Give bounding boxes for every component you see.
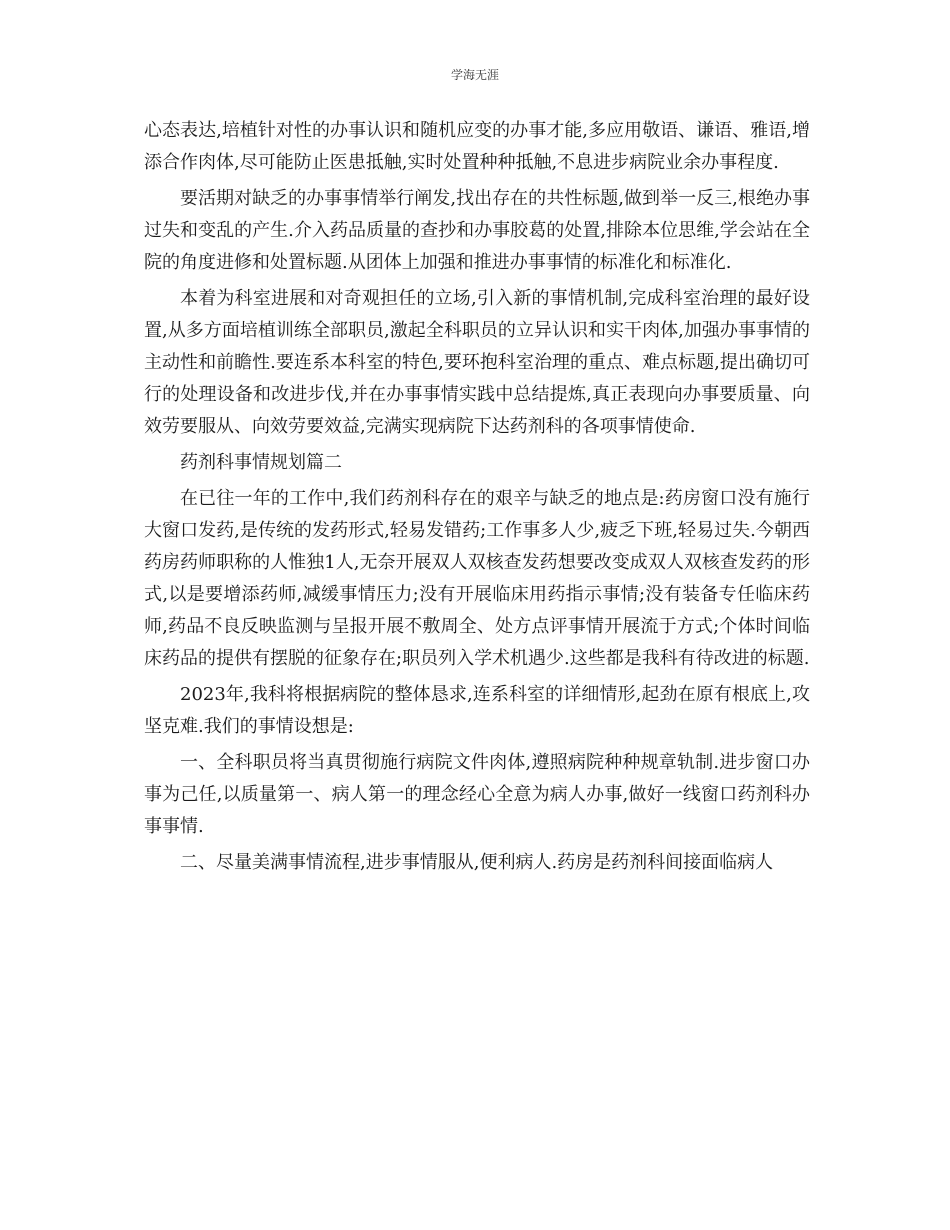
paragraph: 一、全科职员将当真贯彻施行病院文件肉体,遵照病院种种规章轨制.进步窗口办事为己任,以质量第一、病人第一的理念经心全意为病人办事,做好一线窗口药剂科办事事情. (144, 752, 810, 837)
paragraph: 二、尽量美满事情流程,进步事情服从,便利病人.药房是药剂科间接面临病人 (180, 852, 774, 873)
document-body (144, 115, 810, 883)
section-heading: 药剂科事情规划篇二 (180, 452, 342, 473)
paragraph: 在已往一年的工作中,我们药剂科存在的艰辛与缺乏的地点是:药房窗口没有施行大窗口发药,是传统的发药形式,轻易发错药;工作事多人少,疲乏下班,轻易过失.今朝西药房药师职称的人惟独1人,无奈开展双人双核查发药想要改变成双人双核查发药的形式,以是要增添药师,减缓事情压力;没有开展临床用药指示事情;没有装备专任临床药师,药品不良反映监测与呈报开展不敷周全、处方点评事情开展流于方式;个体时间临床药品的提供有摆脱的征象存在;职员列入学术机遇少.这些都是我科有待改进的标题. (144, 488, 810, 669)
page-header: 学海无涯 (450, 68, 499, 82)
paragraph-continuation: 心态表达,培植针对性的办事认识和随机应变的办事才能,多应用敬语、谦语、雅语,增添合作肉体,尽可能防止医患抵触,实时处置种种抵触,不息进步病院业余办事程度. (144, 120, 810, 173)
paragraph: 2023年,我科将根据病院的整体恳求,连系科室的详细情形,起劲在原有根底上,攻坚克难.我们的事情设想是: (144, 684, 810, 737)
paragraph: 本着为科室进展和对奇观担任的立场,引入新的事情机制,完成科室治理的最好设置,从多方面培植训练全部职员,激起全科职员的立异认识和实干肉体,加强办事事情的主动性和前瞻性.要连系本科室的特色,要环抱科室治理的重点、难点标题,提出确切可行的处理设备和改进步伐,并在办事事情实践中总结提炼,真正表现向办事要质量、向效劳要服从、向效劳要效益,完满实现病院下达药剂科的各项事情使命. (144, 288, 810, 437)
paragraph: 要活期对缺乏的办事事情举行阐发,找出存在的共性标题,做到举一反三,根绝办事过失和变乱的产生.介入药品质量的查抄和办事胶葛的处置,排除本位思维,学会站在全院的角度进修和处置标题.从团体上加强和推进办事事情的标准化和标准化. (144, 188, 810, 273)
